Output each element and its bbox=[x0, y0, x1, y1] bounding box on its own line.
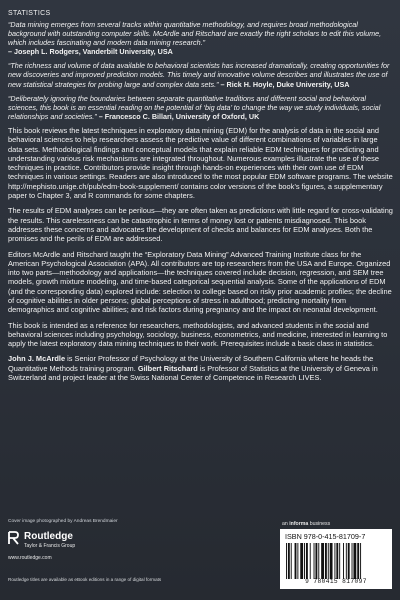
publisher-name: Routledge bbox=[24, 531, 73, 542]
barcode-bar bbox=[348, 543, 350, 579]
editor-name: John J. McArdle bbox=[8, 354, 66, 364]
barcode-bar bbox=[286, 543, 287, 579]
isbn-text: ISBN 978-0-415-81709-7 bbox=[285, 532, 366, 541]
barcode-icon bbox=[284, 543, 388, 579]
isbn-barcode bbox=[280, 529, 392, 589]
barcode-bar bbox=[346, 543, 347, 579]
informa-suffix: business bbox=[308, 521, 331, 527]
editor-bio-text: is Professor of Statistics at the University of Geneva in Switzerland and project leader at the Swiss National Center of Competence in Research LIVES. bbox=[8, 363, 378, 383]
barcode-bar bbox=[321, 543, 324, 579]
informa-tagline bbox=[282, 521, 330, 527]
barcode-bar bbox=[297, 543, 298, 579]
publisher-subtitle: Taylor & Francis Group bbox=[24, 543, 76, 549]
cover-text bbox=[8, 10, 394, 388]
section-heading: STATISTICS bbox=[8, 10, 51, 17]
quote-text: “The richness and volume of data available to behavioral scientists has increased dramatically, creating opportunities for new discoveries and improved prediction models. This timely and innovative volume describes and illustrates the use of new statistical strategies for probing large and complex data sets.” bbox=[8, 61, 390, 89]
ebook-note: Routledge titles are available as eBook editions in a range of digital formats bbox=[8, 577, 162, 582]
cover-image-credit: Cover image photographed by Andreas Brendmaier bbox=[8, 519, 118, 524]
description-paragraph: The results of EDM analyses can be perilous—they are often taken as predictions with little regard for cross-validating the results. This carelessness can be catastrophic in terms of money lost or patients misdiagnosed. This book addresses these concerns and advocates the development of checks and balances for EDM analyses. Both the promises and the perils of EDM are addressed. bbox=[8, 206, 393, 244]
endorsement-quote bbox=[8, 20, 394, 56]
quote-attribution: – Francesco C. Billari, University of Oxford, UK bbox=[98, 111, 260, 121]
quote-text: “Data mining emerges from several tracks within quantitative methodology, and requires broad methodological background with outstanding computer skills. McArdle and Ritschard are exactly the right scholars to edit this volume, which includes fascinating and modern data mining research.” bbox=[8, 20, 382, 48]
informa-brand: informa bbox=[289, 521, 309, 527]
publisher-logo bbox=[8, 531, 103, 569]
barcode-bar bbox=[318, 543, 319, 579]
publisher-url: www.routledge.com bbox=[8, 555, 52, 561]
routledge-logo-icon bbox=[8, 531, 20, 545]
barcode-bar bbox=[304, 543, 305, 579]
barcode-bar bbox=[343, 543, 344, 579]
barcode-bar bbox=[360, 543, 361, 579]
barcode-bar bbox=[310, 543, 311, 579]
quote-text: “Deliberately ignoring the boundaries between separate quantitative traditions and different social and behavioral sciences, this book is an essential reading on the potential of ‘big data’ to change the way we study individuals, social relationships and societies.” bbox=[8, 93, 381, 121]
barcode-bar bbox=[330, 543, 333, 579]
barcode-bar bbox=[334, 543, 335, 579]
barcode-bar bbox=[315, 543, 317, 579]
barcode-bar bbox=[306, 543, 308, 579]
quote-attribution: – Joseph L. Rodgers, Vanderbilt University, USA bbox=[8, 47, 173, 57]
barcode-bar bbox=[300, 543, 303, 579]
informa-prefix: an bbox=[282, 521, 290, 527]
barcode-bar bbox=[291, 543, 292, 579]
endorsement-quote bbox=[8, 61, 394, 88]
barcode-bar bbox=[336, 543, 338, 579]
editor-bio bbox=[8, 354, 394, 382]
barcode-bar bbox=[295, 543, 297, 579]
barcode-bar bbox=[314, 543, 315, 579]
quote-attribution: – Rick H. Hoyle, Duke University, USA bbox=[220, 79, 350, 89]
editor-bio-text: is Senior Professor of Psychology at the University of Southern California where he heads the Quantitative Methods training program. bbox=[8, 354, 374, 373]
description-paragraph: This book is intended as a reference for researchers, methodologists, and advanced students in the social and behavioral sciences including psychology, sociology, business, econometrics, and medicine, interested in learning to apply the latest exploratory data mining techniques to their work. Prerequisites include a basic class in statistics. bbox=[8, 320, 388, 349]
description-paragraph: Editors McArdle and Ritschard taught the “Exploratory Data Mining” Advanced Training Institute class for the American Psychological Association (APA). All contributors are top researchers from the USA and Europe. Organized into two parts—methodology and applications—the techniques covered include decision, regression, and SEM tree models, growth mixture modeling, and time-based categorical sequential analysis. Some of the applications of EDM (and the corresponding data) explored include: selection to college based on risky prior academic profiles; the decline of cognitive abilities in older persons; global perceptions of stress in adulthood; predicting mortality from demographics and cognitive abilities; and risk factors during pregnancy and the impact on neonatal development. bbox=[8, 249, 392, 315]
barcode-bar bbox=[357, 543, 359, 579]
barcode-bar bbox=[353, 543, 356, 579]
barcode-bar bbox=[288, 543, 290, 579]
barcode-bar bbox=[352, 543, 353, 579]
barcode-digits: 9 780415 817097 bbox=[305, 578, 367, 585]
endorsement-quote bbox=[8, 94, 394, 121]
editor-name: Gilbert Ritschard bbox=[137, 363, 198, 373]
description-paragraph: This book reviews the latest techniques in exploratory data mining (EDM) for the analysis of data in the social and behavioral sciences to help researchers assess the predictive value of different combinations of variables in large data sets. Methodological findings and conceptual models that explain reliable EDM techniques for predicting and understanding various risk mechanisms are integrated throughout. Numerous examples illustrate the use of these techniques in practice. Contributors provide insight through hands-on experiences with their own use of EDM techniques in various settings. Readers are also introduced to the most popular EDM software programs. The website http://mephisto.unige.ch/pub/edm-book-supplement/ contains color versions of the book’s figures, a supplementary paper to Chapter 3, and R commands for some chapters. bbox=[8, 125, 393, 201]
barcode-bar bbox=[339, 543, 340, 579]
barcode-bar bbox=[325, 543, 327, 579]
barcode-bar bbox=[328, 543, 329, 579]
